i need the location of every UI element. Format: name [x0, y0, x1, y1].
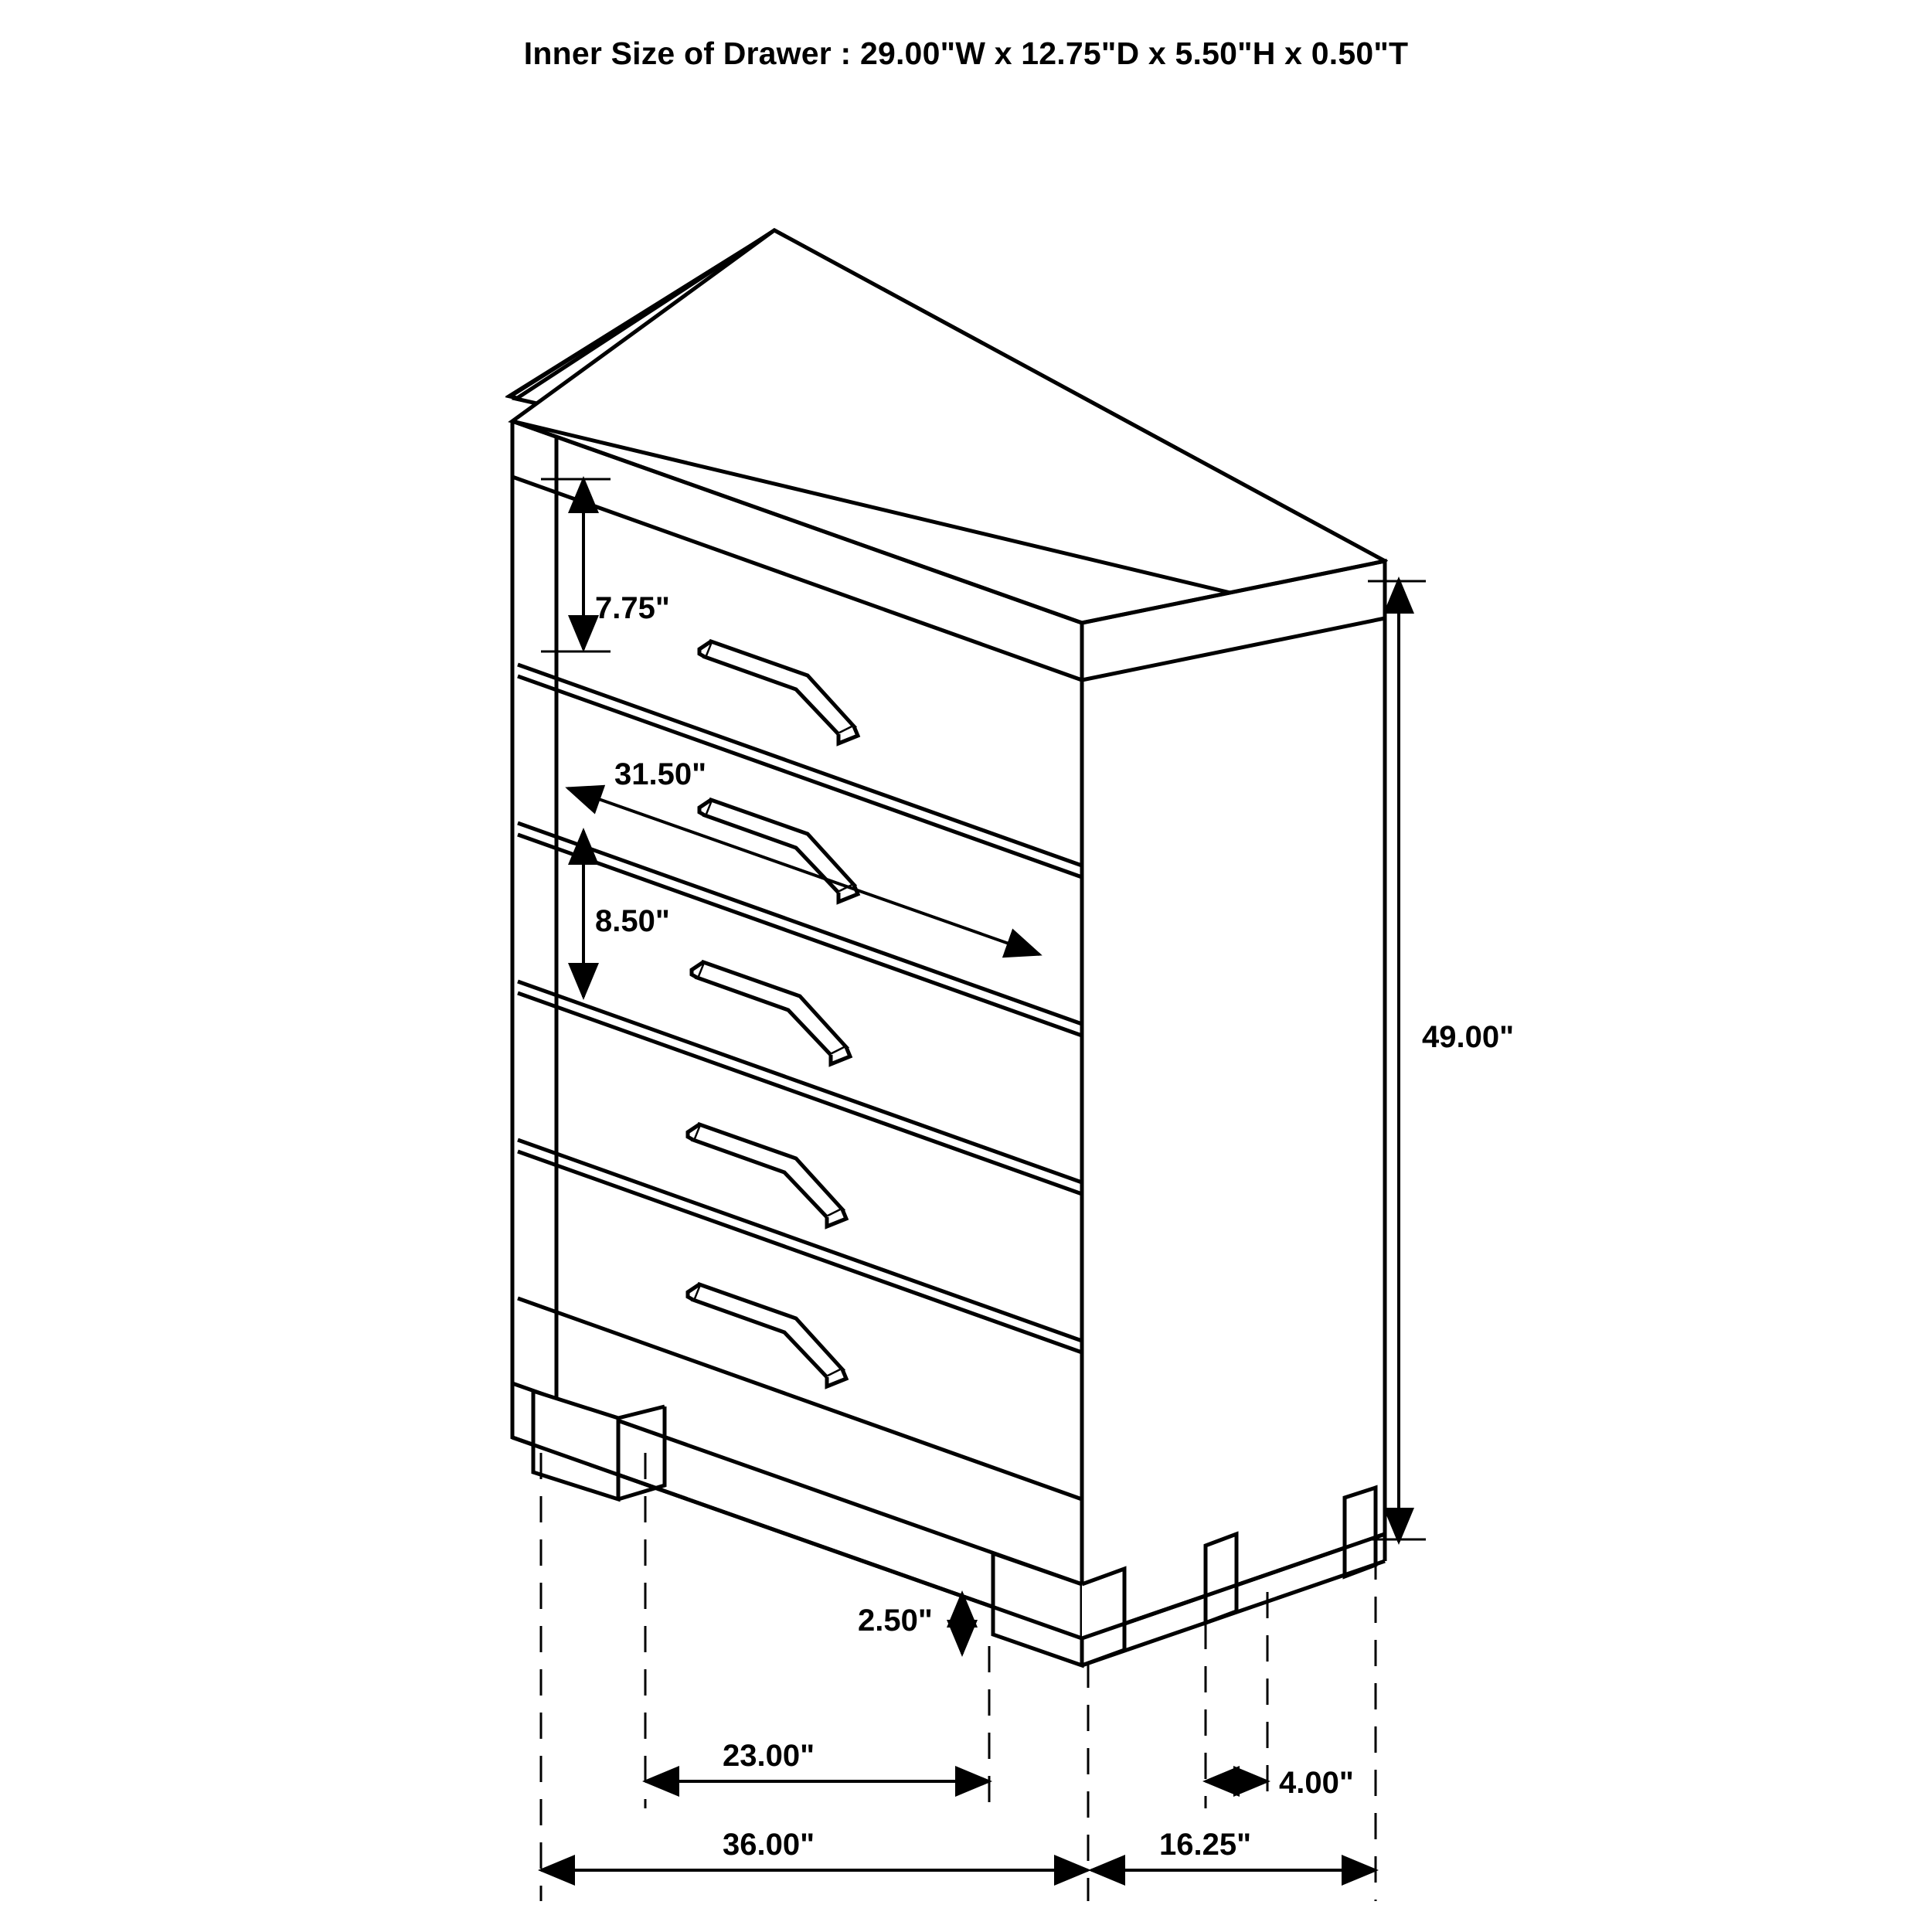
label-2-50: 2.50" [858, 1604, 933, 1638]
label-31-50: 31.50" [614, 757, 707, 791]
label-4-00: 4.00" [1279, 1766, 1354, 1800]
leg-back-mid [1206, 1534, 1236, 1623]
label-23-00: 23.00" [723, 1739, 815, 1773]
label-7-75: 7.75" [595, 591, 670, 625]
page-title: Inner Size of Drawer : 29.00"W x 12.75"D x 5.50"H x 0.50"T [523, 36, 1409, 71]
label-16-25: 16.25" [1159, 1828, 1252, 1862]
label-49-00: 49.00" [1422, 1020, 1515, 1054]
leg-back-right [1345, 1488, 1376, 1577]
label-36-00: 36.00" [723, 1828, 815, 1862]
leg-front-right-side [1082, 1569, 1124, 1665]
label-8-50: 8.50" [595, 904, 670, 938]
right-side-face [1082, 561, 1385, 1638]
